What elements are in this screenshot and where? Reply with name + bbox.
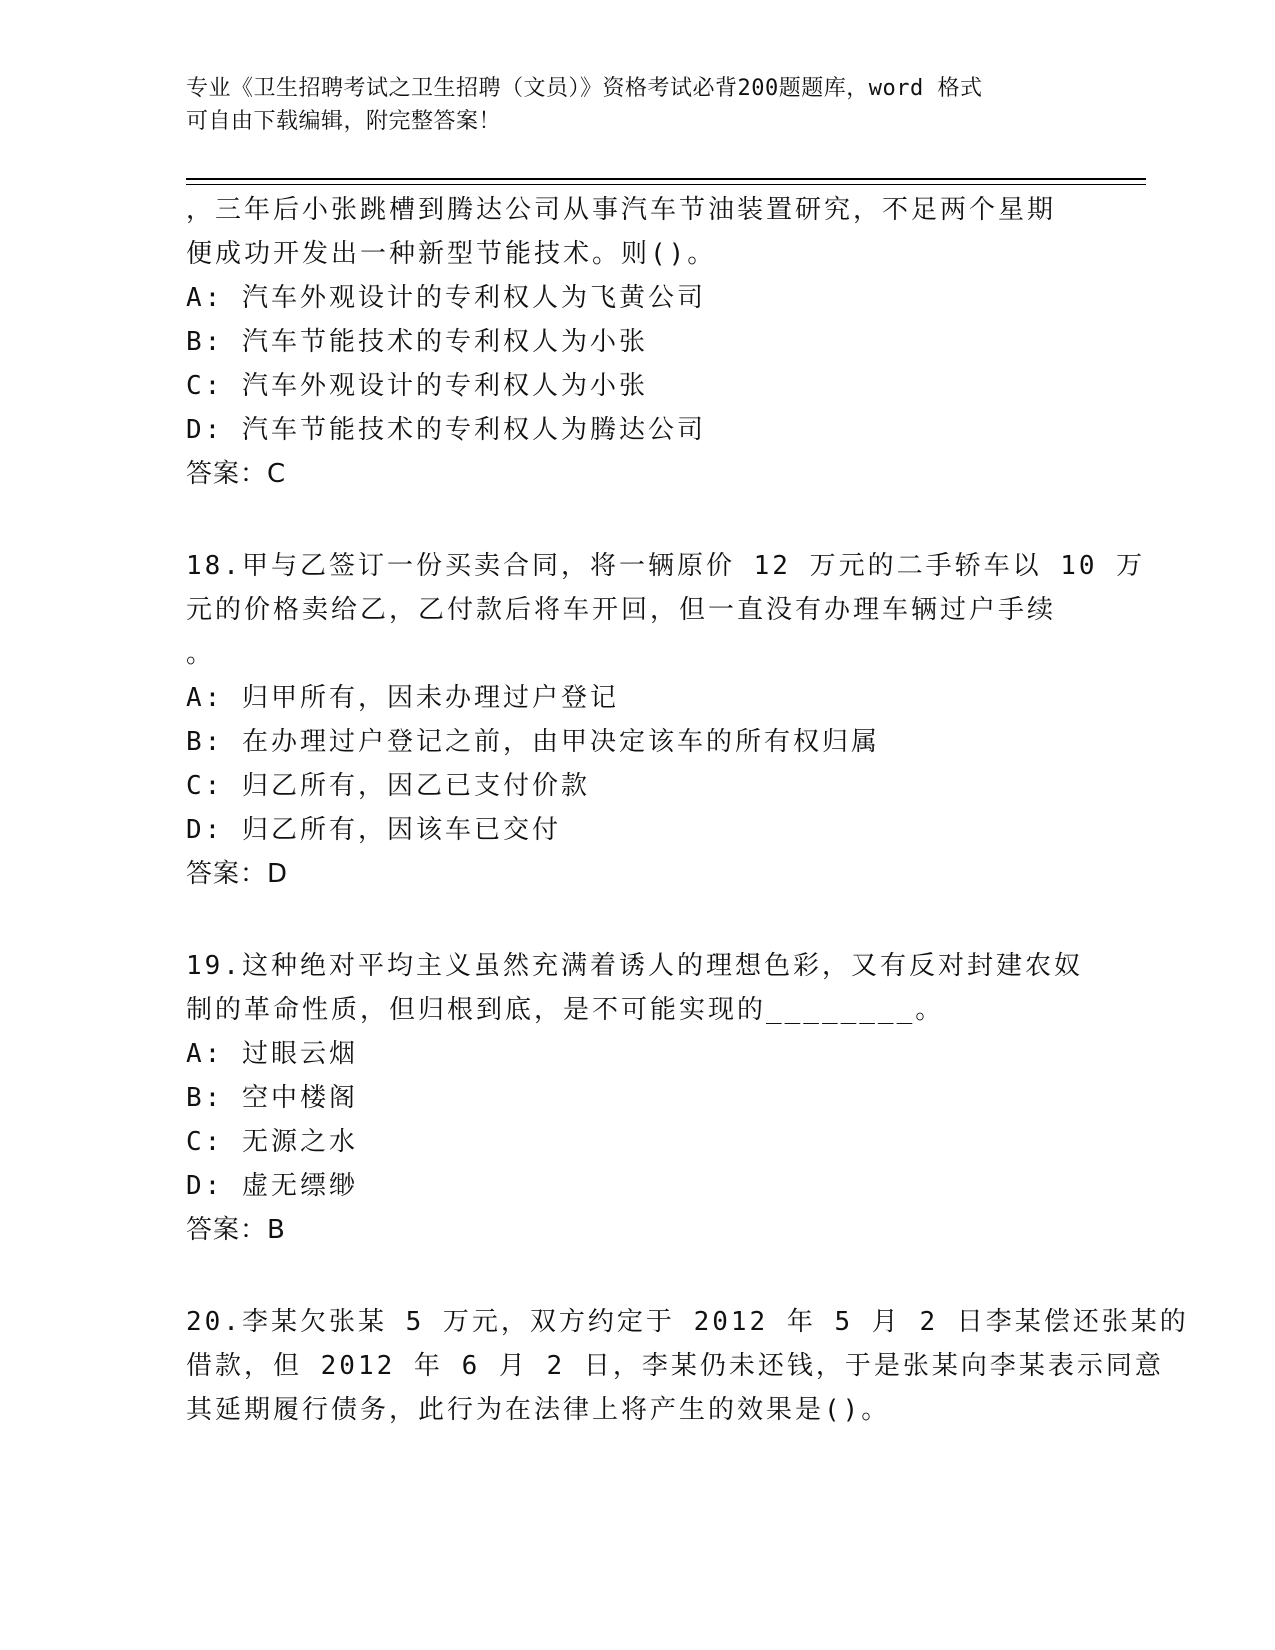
question-gap [186, 1252, 1086, 1300]
option-d: D: 汽车节能技术的专利权人为腾达公司 [186, 415, 706, 445]
question-17 [186, 188, 1086, 496]
answer-label: 答案：D [186, 859, 289, 889]
option-c: C: 归乙所有，因乙已支付价款 [186, 771, 590, 801]
option-a: A: 汽车外观设计的专利权人为飞黄公司 [186, 283, 706, 313]
question-text: 借款，但 2012 年 6 月 2 日，李某仍未还钱，于是张某向李某表示同意 [186, 1351, 1164, 1381]
option-b: B: 空中楼阁 [186, 1083, 358, 1113]
question-gap [186, 896, 1086, 944]
question-text: ，三年后小张跳槽到腾达公司从事汽车节油装置研究，不足两个星期 [186, 195, 1057, 225]
header-title-line-2: 可自由下载编辑，附完整答案！ [186, 109, 502, 134]
question-text: 元的价格卖给乙，乙付款后将车开回，但一直没有办理车辆过户手续 [186, 595, 1057, 625]
option-a: A: 过眼云烟 [186, 1039, 358, 1069]
question-text: 19.这种绝对平均主义虽然充满着诱人的理想色彩，又有反对封建农奴 [186, 951, 1083, 981]
question-19 [186, 944, 1086, 1252]
question-text: 。 [186, 639, 216, 669]
question-text: 18.甲与乙签订一份买卖合同，将一辆原价 12 万元的二手轿车以 10 万 [186, 551, 1146, 581]
question-18 [186, 544, 1146, 896]
question-text: 其延期履行债务，此行为在法律上将产生的效果是()。 [186, 1395, 891, 1425]
answer-label: 答案：C [186, 459, 287, 489]
question-text: 便成功开发出一种新型节能技术。则()。 [186, 239, 717, 269]
option-a: A: 归甲所有，因未办理过户登记 [186, 683, 619, 713]
question-gap [186, 496, 1086, 544]
question-list [186, 188, 1189, 1432]
header-rule-thick [186, 178, 1146, 180]
question-text: 制的革命性质，但归根到底，是不可能实现的________。 [186, 995, 945, 1025]
answer-label: 答案：B [186, 1215, 286, 1245]
option-c: C: 无源之水 [186, 1127, 358, 1157]
question-20 [186, 1300, 1189, 1432]
header-title-line-1: 专业《卫生招聘考试之卫生招聘（文员）》资格考试必背200题题库，word 格式 [186, 76, 983, 101]
option-b: B: 在办理过户登记之前，由甲决定该车的所有权归属 [186, 727, 880, 757]
question-text: 20.李某欠张某 5 万元，双方约定于 2012 年 5 月 2 日李某偿还张某的 [186, 1307, 1189, 1337]
option-b: B: 汽车节能技术的专利权人为小张 [186, 327, 648, 357]
option-d: D: 虚无缥缈 [186, 1171, 358, 1201]
option-c: C: 汽车外观设计的专利权人为小张 [186, 371, 648, 401]
option-d: D: 归乙所有，因该车已交付 [186, 815, 561, 845]
header-rule-thin [186, 184, 1146, 185]
document-header [186, 72, 1086, 138]
